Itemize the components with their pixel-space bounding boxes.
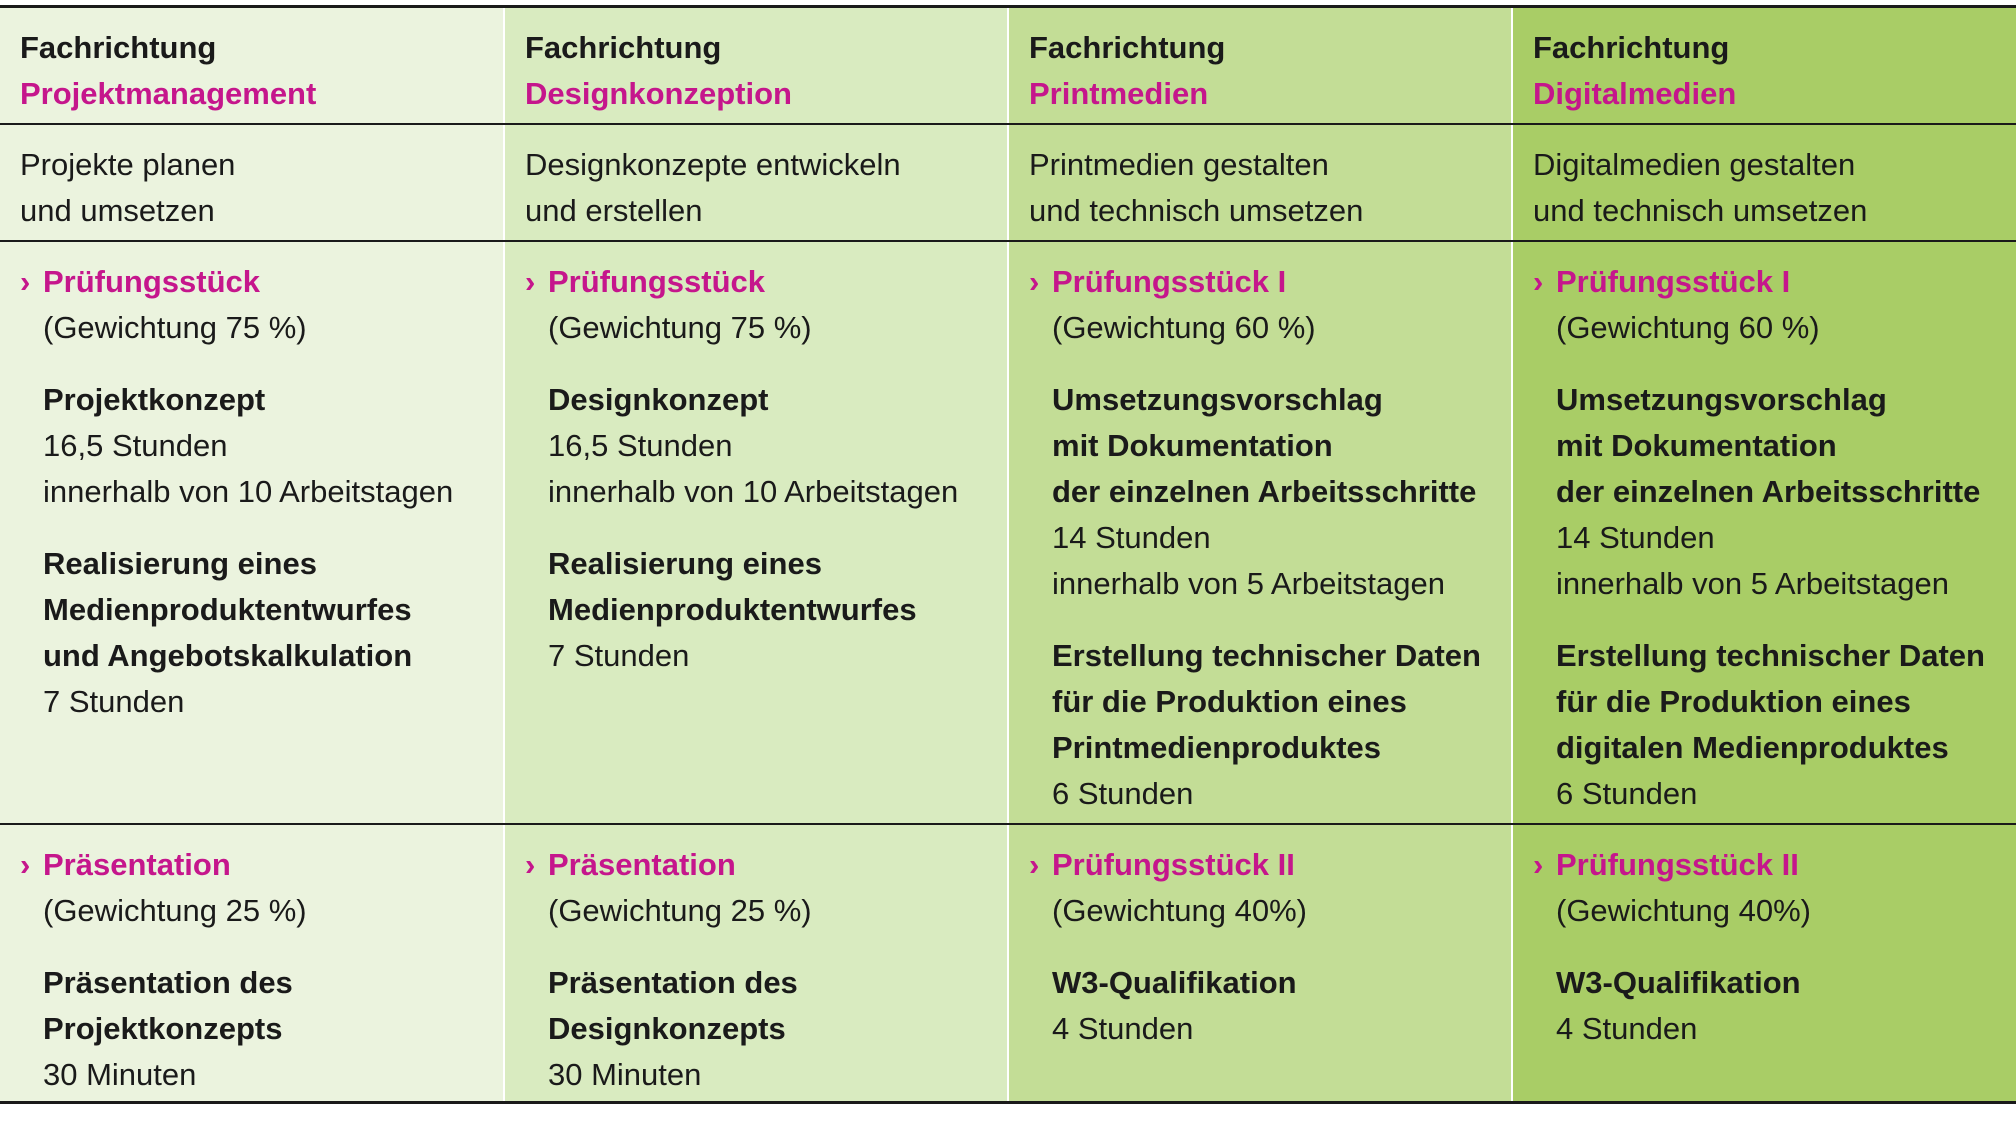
chevron-right-icon: › bbox=[20, 846, 31, 882]
task-detail: 6 Stunden bbox=[1556, 775, 1698, 811]
presentation-row bbox=[0, 824, 2016, 1103]
description-row bbox=[0, 124, 2016, 241]
chevron-right-icon: › bbox=[1029, 846, 1040, 882]
exam-piece-title: Prüfungsstück bbox=[43, 263, 261, 299]
task-detail: innerhalb von 10 Arbeitstagen bbox=[548, 473, 959, 509]
presentation-cell bbox=[1512, 824, 2016, 1103]
column-description bbox=[1008, 124, 1512, 241]
description-line: Printmedien gestalten bbox=[1029, 146, 1329, 182]
presentation-title: Prüfungsstück II bbox=[1052, 846, 1295, 882]
exam-piece-cell bbox=[504, 241, 1008, 824]
exam-piece-cell bbox=[1008, 241, 1512, 824]
task-title: Realisierung eines bbox=[548, 545, 822, 581]
chevron-right-icon: › bbox=[525, 846, 536, 882]
presentation-cell bbox=[1008, 824, 1512, 1103]
description-line: und erstellen bbox=[525, 192, 703, 228]
exam-piece-weight: (Gewichtung 60 %) bbox=[1052, 309, 1316, 345]
exam-piece-weight: (Gewichtung 75 %) bbox=[43, 309, 307, 345]
column-header bbox=[504, 7, 1008, 124]
column-description bbox=[0, 124, 504, 241]
column-description bbox=[504, 124, 1008, 241]
exam-piece-row bbox=[0, 241, 2016, 824]
column-header-label: Fachrichtung bbox=[20, 30, 217, 65]
exam-piece-heading bbox=[1533, 259, 2006, 305]
task-detail: innerhalb von 5 Arbeitstagen bbox=[1052, 565, 1445, 601]
task-detail: 14 Stunden bbox=[1556, 519, 1715, 555]
column-header-name: Printmedien bbox=[1029, 76, 1209, 111]
presentation-heading bbox=[1533, 842, 2006, 888]
task-title: Designkonzept bbox=[548, 381, 769, 417]
task-title: Designkonzepts bbox=[548, 1010, 786, 1046]
task-detail: 16,5 Stunden bbox=[548, 427, 733, 463]
presentation-heading bbox=[20, 842, 493, 888]
exam-piece-title: Prüfungsstück I bbox=[1556, 263, 1791, 299]
description-line: und umsetzen bbox=[20, 192, 215, 228]
column-header-name: Designkonzeption bbox=[525, 76, 792, 111]
task-title: Projektkonzepts bbox=[43, 1010, 283, 1046]
task-title: W3-Qualifikation bbox=[1052, 964, 1297, 1000]
task-title: mit Dokumentation bbox=[1052, 427, 1333, 463]
presentation-weight: (Gewichtung 25 %) bbox=[548, 892, 812, 928]
task-title: Umsetzungsvorschlag bbox=[1556, 381, 1887, 417]
exam-piece-title: Prüfungsstück I bbox=[1052, 263, 1287, 299]
chevron-right-icon: › bbox=[1029, 263, 1040, 299]
task-detail: 6 Stunden bbox=[1052, 775, 1194, 811]
task-title: für die Produktion eines bbox=[1052, 683, 1407, 719]
chevron-right-icon: › bbox=[525, 263, 536, 299]
presentation-cell bbox=[504, 824, 1008, 1103]
task-detail: 30 Minuten bbox=[548, 1056, 702, 1092]
task-title: W3-Qualifikation bbox=[1556, 964, 1801, 1000]
task-title: Erstellung technischer Daten bbox=[1556, 637, 1985, 673]
task-detail: 4 Stunden bbox=[1556, 1010, 1698, 1046]
task-detail: 16,5 Stunden bbox=[43, 427, 228, 463]
task-detail: innerhalb von 10 Arbeitstagen bbox=[43, 473, 454, 509]
task-detail: 7 Stunden bbox=[548, 637, 690, 673]
task-title: Medienproduktentwurfes bbox=[548, 591, 917, 627]
exam-piece-title: Prüfungsstück bbox=[548, 263, 766, 299]
task-title: der einzelnen Arbeitsschritte bbox=[1052, 473, 1477, 509]
column-header-name: Projektmanagement bbox=[20, 76, 317, 111]
chevron-right-icon: › bbox=[1533, 846, 1544, 882]
task-detail: 4 Stunden bbox=[1052, 1010, 1194, 1046]
task-title: Erstellung technischer Daten bbox=[1052, 637, 1481, 673]
chevron-right-icon: › bbox=[1533, 263, 1544, 299]
task-title: Medienproduktentwurfes bbox=[43, 591, 412, 627]
column-description bbox=[1512, 124, 2016, 241]
column-header-label: Fachrichtung bbox=[1533, 30, 1730, 65]
task-title: Umsetzungsvorschlag bbox=[1052, 381, 1383, 417]
task-title: Präsentation des bbox=[548, 964, 798, 1000]
task-title: digitalen Medienproduktes bbox=[1556, 729, 1949, 765]
task-title: Projektkonzept bbox=[43, 381, 266, 417]
description-line: Digitalmedien gestalten bbox=[1533, 146, 1856, 182]
task-detail: 30 Minuten bbox=[43, 1056, 197, 1092]
description-line: und technisch umsetzen bbox=[1029, 192, 1364, 228]
description-line: Designkonzepte entwickeln bbox=[525, 146, 901, 182]
presentation-cell bbox=[0, 824, 504, 1103]
exam-piece-cell bbox=[0, 241, 504, 824]
exam-piece-weight: (Gewichtung 75 %) bbox=[548, 309, 812, 345]
task-detail: innerhalb von 5 Arbeitstagen bbox=[1556, 565, 1949, 601]
presentation-title: Präsentation bbox=[548, 846, 736, 882]
column-header-name: Digitalmedien bbox=[1533, 76, 1737, 111]
exam-piece-heading bbox=[1029, 259, 1501, 305]
column-header bbox=[0, 7, 504, 124]
presentation-title: Prüfungsstück II bbox=[1556, 846, 1799, 882]
presentation-weight: (Gewichtung 40%) bbox=[1556, 892, 1812, 928]
exam-structure-table bbox=[0, 5, 2016, 1104]
task-detail: 7 Stunden bbox=[43, 683, 185, 719]
task-title: der einzelnen Arbeitsschritte bbox=[1556, 473, 1981, 509]
task-detail: 14 Stunden bbox=[1052, 519, 1211, 555]
presentation-heading bbox=[525, 842, 997, 888]
presentation-weight: (Gewichtung 25 %) bbox=[43, 892, 307, 928]
description-line: Projekte planen bbox=[20, 146, 236, 182]
column-header-label: Fachrichtung bbox=[1029, 30, 1226, 65]
presentation-title: Präsentation bbox=[43, 846, 231, 882]
presentation-weight: (Gewichtung 40%) bbox=[1052, 892, 1308, 928]
task-title: mit Dokumentation bbox=[1556, 427, 1837, 463]
exam-piece-heading bbox=[20, 259, 493, 305]
task-title: Präsentation des bbox=[43, 964, 293, 1000]
column-header-label: Fachrichtung bbox=[525, 30, 722, 65]
exam-piece-weight: (Gewichtung 60 %) bbox=[1556, 309, 1820, 345]
chevron-right-icon: › bbox=[20, 263, 31, 299]
header-row bbox=[0, 7, 2016, 124]
task-title: und Angebotskalkulation bbox=[43, 637, 413, 673]
description-line: und technisch umsetzen bbox=[1533, 192, 1868, 228]
column-header bbox=[1512, 7, 2016, 124]
column-header bbox=[1008, 7, 1512, 124]
exam-piece-heading bbox=[525, 259, 997, 305]
exam-piece-cell bbox=[1512, 241, 2016, 824]
task-title: Printmedienproduktes bbox=[1052, 729, 1381, 765]
task-title: Realisierung eines bbox=[43, 545, 317, 581]
presentation-heading bbox=[1029, 842, 1501, 888]
task-title: für die Produktion eines bbox=[1556, 683, 1911, 719]
